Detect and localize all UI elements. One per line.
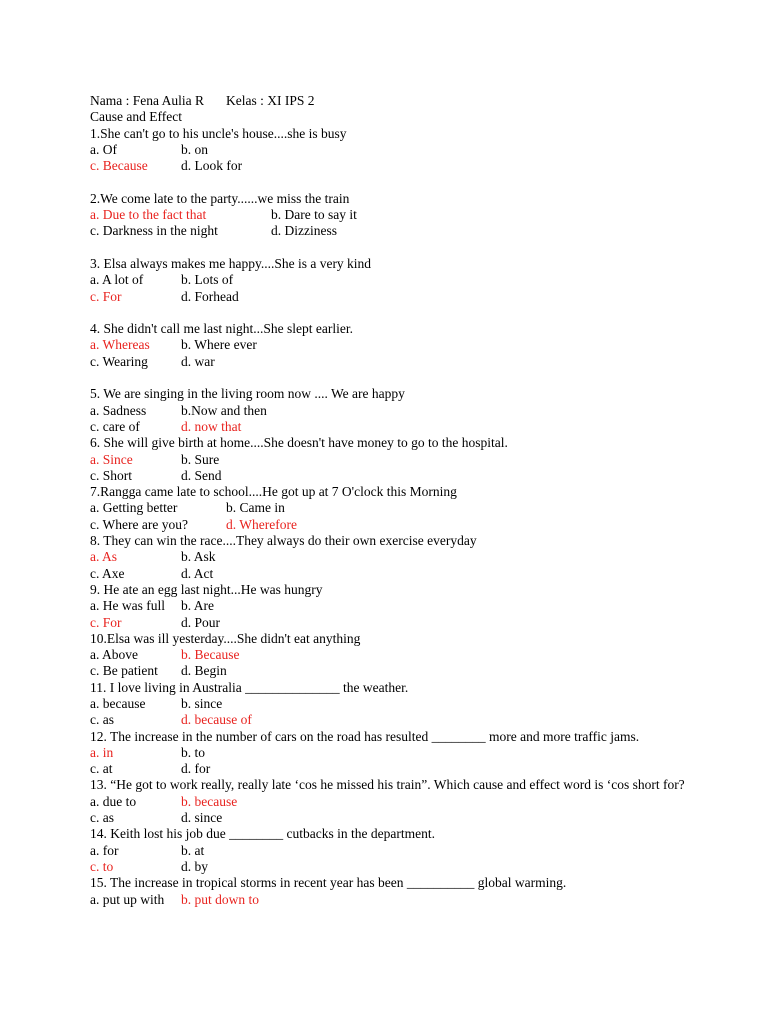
question-15: 15. The increase in tropical storms in recent year has been __________ global warming.	[90, 875, 567, 891]
option-a: a. Of	[90, 141, 117, 157]
question-10: 10.Elsa was ill yesterday....She didn't eat anything	[90, 630, 361, 646]
option-c: c. Be patient	[90, 663, 158, 679]
options-row	[90, 468, 710, 484]
options-row	[90, 403, 710, 419]
options-row	[90, 500, 710, 516]
student-name: Nama : Fena Aulia R	[90, 93, 204, 108]
option-b: b. on	[181, 141, 208, 157]
option-c: c. Axe	[90, 565, 125, 581]
question-11: 11. I love living in Australia ______________ the weather.	[90, 679, 409, 695]
option-d: d. Look for	[181, 158, 243, 174]
options-row	[90, 517, 710, 533]
option-c: c. as	[90, 810, 114, 826]
options-row	[90, 761, 710, 777]
option-d: d. Forhead	[181, 288, 239, 304]
options-row	[90, 647, 710, 663]
option-a: a. because	[90, 695, 146, 711]
option-b-answer: b. Because	[181, 647, 240, 663]
option-d: d. Pour	[181, 614, 221, 630]
question-14: 14. Keith lost his job due ________ cutbacks in the department.	[90, 826, 435, 842]
options-row	[90, 289, 710, 305]
option-b: b. Where ever	[181, 337, 257, 353]
options-row	[90, 892, 710, 908]
options-row	[90, 843, 710, 859]
option-c-answer: c. For	[90, 288, 122, 304]
options-row	[90, 207, 710, 223]
option-a: a. He was full	[90, 598, 165, 614]
option-a: a. due to	[90, 793, 137, 809]
option-b: b. to	[181, 744, 206, 760]
option-d: d. since	[181, 810, 223, 826]
option-c: c. as	[90, 712, 114, 728]
question-9: 9. He ate an egg last night...He was hungry	[90, 581, 323, 597]
option-a: a. Above	[90, 647, 138, 663]
question-6: 6. She will give birth at home....She doesn't have money to go to the hospital.	[90, 435, 508, 451]
option-d: d. by	[181, 858, 208, 874]
options-row	[90, 745, 710, 761]
options-row	[90, 712, 710, 728]
question-7: 7.Rangga came late to school....He got up at 7 O'clock this Morning	[90, 484, 457, 500]
option-d: d. Begin	[181, 663, 227, 679]
option-a-answer: a. As	[90, 549, 117, 565]
options-row	[90, 419, 710, 435]
option-b: b. since	[181, 695, 223, 711]
option-d: d. Dizziness	[271, 223, 337, 239]
question-12: 12. The increase in the number of cars on the road has resulted ________ more and more traffic jams.	[90, 728, 640, 744]
options-row	[90, 696, 710, 712]
option-c-answer: c. Because	[90, 158, 148, 174]
question-4: 4. She didn't call me last night...She slept earlier.	[90, 321, 354, 337]
question-13: 13. “He got to work really, really late ‘cos he missed his train”. Which cause and effect word is ‘cos short for?	[90, 777, 685, 793]
option-a: a. A lot of	[90, 272, 144, 288]
option-b: b. Sure	[181, 451, 220, 467]
options-row	[90, 452, 710, 468]
options-row	[90, 272, 710, 288]
option-c: c. at	[90, 761, 113, 777]
question-1: 1.She can't go to his uncle's house....she is busy	[90, 125, 347, 141]
option-c: c. Where are you?	[90, 516, 188, 532]
option-a: a. for	[90, 842, 119, 858]
options-row	[90, 615, 710, 631]
options-row	[90, 663, 710, 679]
option-a-answer: a. Since	[90, 451, 133, 467]
option-b: b. Came in	[226, 500, 285, 516]
option-b: b. Lots of	[181, 272, 234, 288]
option-d: d. war	[181, 353, 215, 369]
option-d: d. for	[181, 761, 211, 777]
options-row	[90, 859, 710, 875]
option-b-answer: b. put down to	[181, 891, 260, 907]
options-row	[90, 158, 710, 174]
option-c-answer: c. to	[90, 858, 114, 874]
question-2: 2.We come late to the party......we miss the train	[90, 190, 350, 206]
option-b: b. Ask	[181, 549, 216, 565]
option-c: c. Short	[90, 467, 132, 483]
options-row	[90, 142, 710, 158]
header-line	[90, 93, 710, 109]
options-row	[90, 810, 710, 826]
question-8: 8. They can win the race....They always do their own exercise everyday	[90, 533, 477, 549]
option-a-answer: a. Whereas	[90, 337, 150, 353]
option-b: b. Are	[181, 598, 214, 614]
options-row	[90, 598, 710, 614]
worksheet	[90, 93, 710, 908]
student-class: Kelas : XI IPS 2	[226, 93, 315, 108]
option-a: a. put up with	[90, 891, 165, 907]
option-d: d. Send	[181, 467, 222, 483]
option-b: b.Now and then	[181, 402, 267, 418]
options-row	[90, 566, 710, 582]
options-row	[90, 337, 710, 353]
options-row	[90, 549, 710, 565]
options-row	[90, 223, 710, 239]
option-c: c. Darkness in the night	[90, 223, 218, 239]
option-b: b. Dare to say it	[271, 207, 357, 223]
options-row	[90, 354, 710, 370]
question-3: 3. Elsa always makes me happy....She is a very kind	[90, 255, 372, 271]
option-c: c. Wearing	[90, 353, 148, 369]
option-d-answer: d. now that	[181, 418, 242, 434]
option-d-answer: d. Wherefore	[226, 516, 297, 532]
option-a-answer: a. Due to the fact that	[90, 207, 207, 223]
option-c: c. care of	[90, 418, 140, 434]
options-row	[90, 794, 710, 810]
option-d: d. Act	[181, 565, 214, 581]
worksheet-topic: Cause and Effect	[90, 109, 182, 125]
question-5: 5. We are singing in the living room now .... We are happy	[90, 386, 405, 402]
option-b: b. at	[181, 842, 205, 858]
option-d-answer: d. because of	[181, 712, 252, 728]
option-a-answer: a. in	[90, 744, 114, 760]
option-c-answer: c. For	[90, 614, 122, 630]
option-a: a. Sadness	[90, 402, 147, 418]
option-b-answer: b. because	[181, 793, 238, 809]
option-a: a. Getting better	[90, 500, 178, 516]
